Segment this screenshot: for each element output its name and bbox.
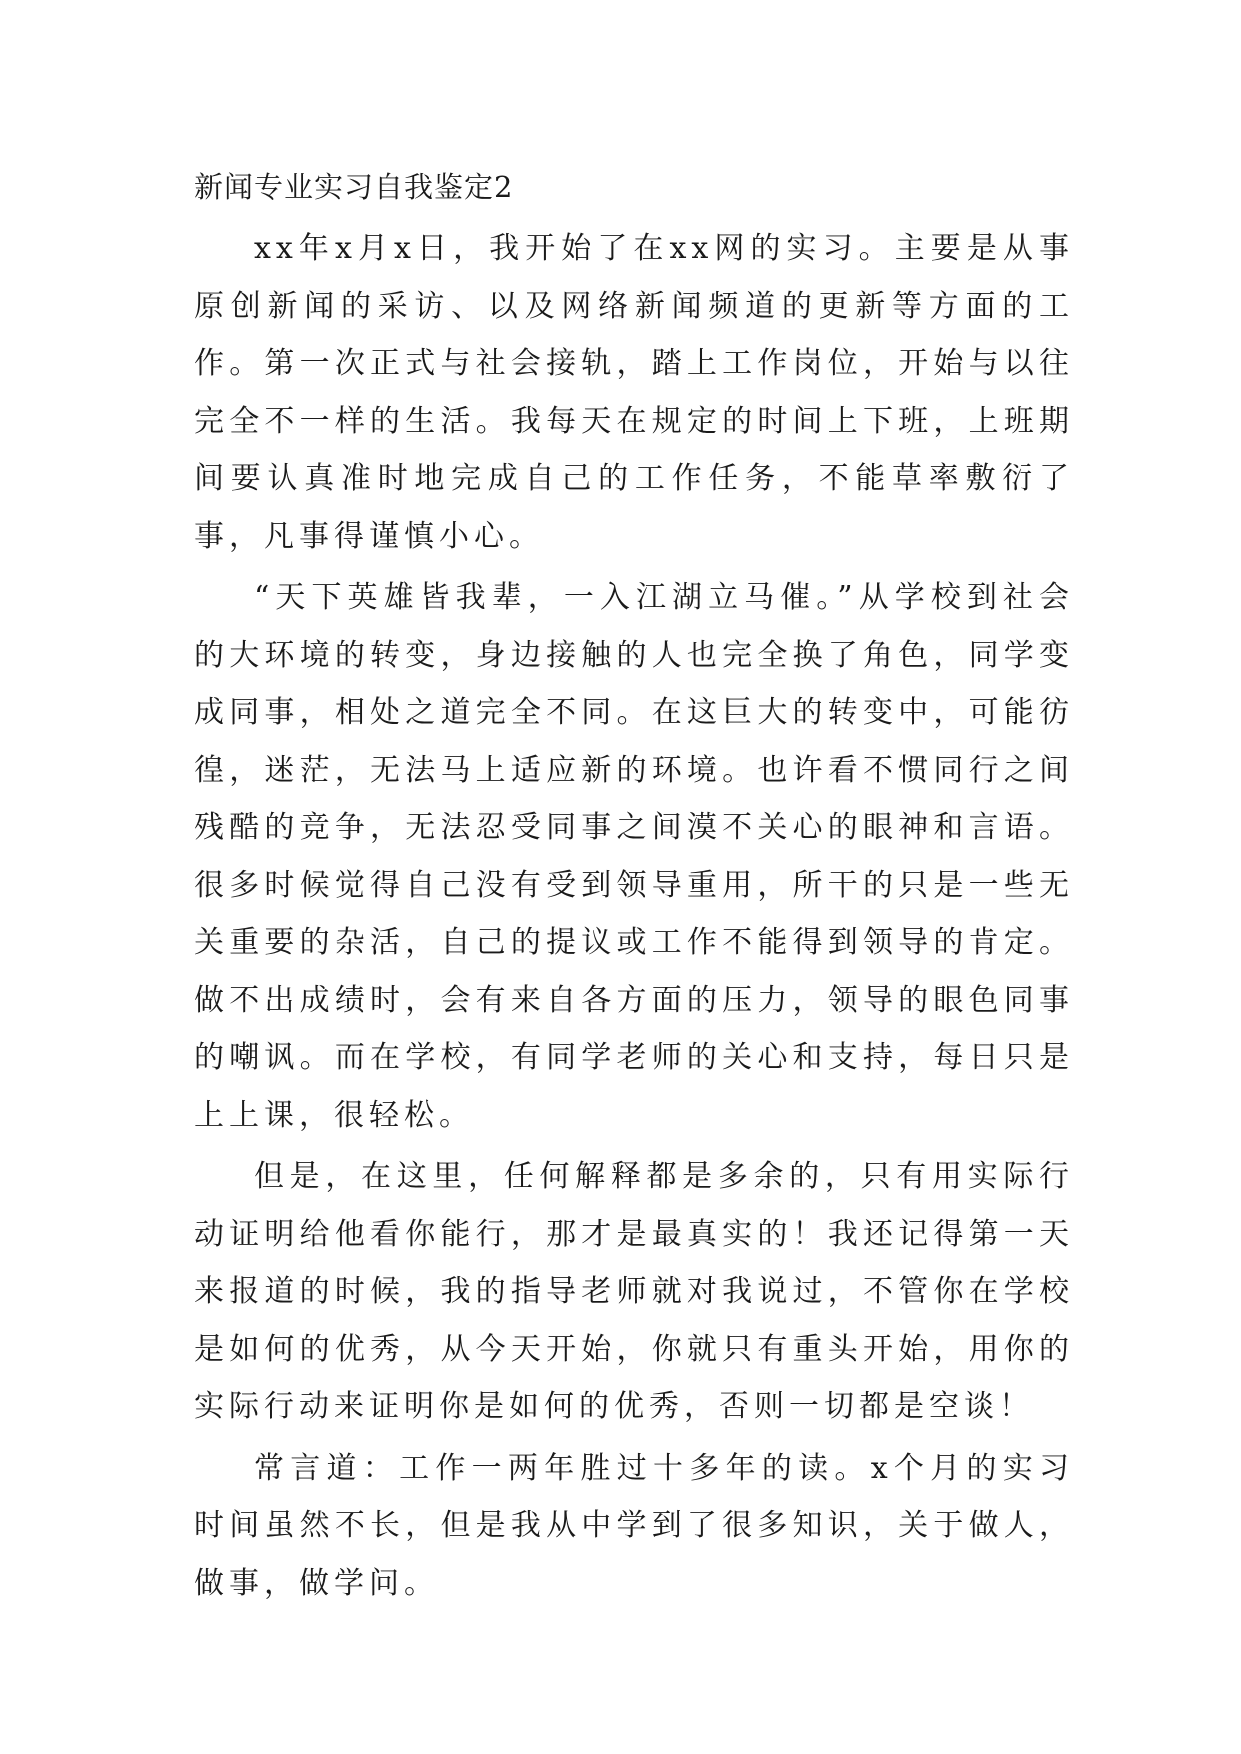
- paragraph-1: xx年x月x日，我开始了在xx网的实习。主要是从事原创新闻的采访、以及网络新闻频道的更新等方面的工作。第一次正式与社会接轨，踏上工作岗位，开始与以往完全不一样的生活。我每天在规定的时间上下班，上班期间要认真准时地完成自己的工作任务，不能草率敷衍了事，凡事得谨慎小心。: [194, 231, 1074, 554]
- document-title: 新闻专业实习自我鉴定2: [194, 170, 514, 204]
- document-page: [194, 158, 1074, 1616]
- paragraph-3: 但是，在这里，任何解释都是多余的，只有用实际行动证明给他看你能行，那才是最真实的！我还记得第一天来报道的时候，我的指导老师就对我说过，不管你在学校是如何的优秀，从今天开始，你就只有重头开始，用你的实际行动来证明你是如何的优秀，否则一切都是空谈！: [194, 1159, 1074, 1424]
- paragraph-2: “天下英雄皆我辈，一入江湖立马催。”从学校到社会的大环境的转变，身边接触的人也完全换了角色，同学变成同事，相处之道完全不同。在这巨大的转变中，可能彷徨，迷茫，无法马上适应新的环境。也许看不惯同行之间残酷的竞争，无法忍受同事之间漠不关心的眼神和言语。很多时候觉得自己没有受到领导重用，所干的只是一些无关重要的杂活，自己的提议或工作不能得到领导的肯定。做不出成绩时，会有来自各方面的压力，领导的眼色同事的嘲讽。而在学校，有同学老师的关心和支持，每日只是上上课，很轻松。: [194, 580, 1074, 1133]
- paragraph-4: 常言道：工作一两年胜过十多年的读。x个月的实习时间虽然不长，但是我从中学到了很多知识，关于做人，做事，做学问。: [194, 1450, 1074, 1601]
